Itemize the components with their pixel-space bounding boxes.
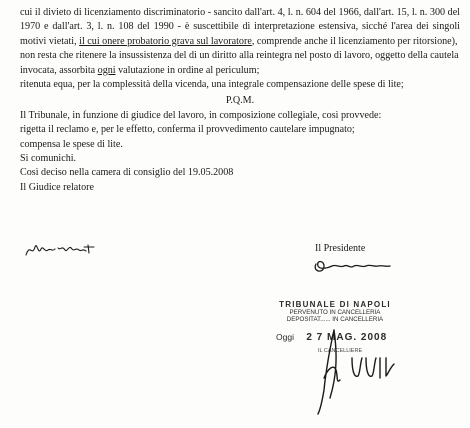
clerk-signature xyxy=(300,318,420,418)
paragraph-line: ritenuta equa, per la complessità della vicenda, una integrale compensazione delle spese di lite; xyxy=(20,79,404,91)
judge-rapporteur-label: Il Giudice relatore xyxy=(20,181,94,193)
decision-line: Si comunichi. xyxy=(20,153,77,165)
text-run: invocata, assorbita xyxy=(20,64,98,76)
underlined-text: ogni xyxy=(97,64,116,76)
text-run: , comprende anche il licenziamento per ritorsione), xyxy=(251,35,458,47)
decision-date-line: Così deciso nella camera di consiglio del 19.05.2008 xyxy=(20,167,234,179)
stamp-line: DEPOSITAT...... IN CANCELLERIA xyxy=(286,316,384,323)
judge-signature xyxy=(24,239,104,261)
text-run: motivi vietati, xyxy=(20,35,80,47)
president-label: Il Presidente xyxy=(315,243,366,254)
text-run: valutazione in ordine al periculum; xyxy=(115,64,260,76)
paragraph-line xyxy=(20,64,460,78)
paragraph-line: 1970 e dall'art. 3, l. n. 108 del 1990 - è suscettibile di interpretazione estensiva, sicché l'area dei singoli xyxy=(20,21,460,33)
paragraph-line xyxy=(20,35,460,49)
stamp-oggi-label: Oggi xyxy=(276,332,294,342)
paragraph-line: cui il divieto di licenziamento discriminatorio - sancito dall'art. 4, l. n. 604 del 1966, dall'art. 15, l. n. 300 del xyxy=(20,7,460,18)
decision-line: rigetta il reclamo e, per le effetto, conferma il provvedimento cautelare impugnato; xyxy=(20,124,355,136)
underlined-text: il cui onere probatorio grava sul lavoratore xyxy=(79,35,252,47)
stamp-clerk-label: IL CANCELLIERE xyxy=(318,348,363,354)
document-body xyxy=(20,6,460,195)
decision-line: compensa le spese di lite. xyxy=(20,138,123,150)
stamp-line: PERVENUTO IN CANCELLERIA xyxy=(289,309,381,316)
stamp-date: 2 7 MAG. 2008 xyxy=(306,332,388,343)
stamp-title: TRIBUNALE DI NAPOLI xyxy=(279,300,391,309)
president-signature xyxy=(310,252,400,276)
pqm-heading: P.Q.M. xyxy=(225,95,255,107)
paragraph-line: non resta che ritenere la insussistenza del di un diritto alla reintegra nel posto di lavoro, oggetto della cautela xyxy=(20,50,459,62)
decision-line: Il Tribunale, in funzione di giudice del lavoro, in composizione collegiale, così provvede: xyxy=(20,109,382,121)
